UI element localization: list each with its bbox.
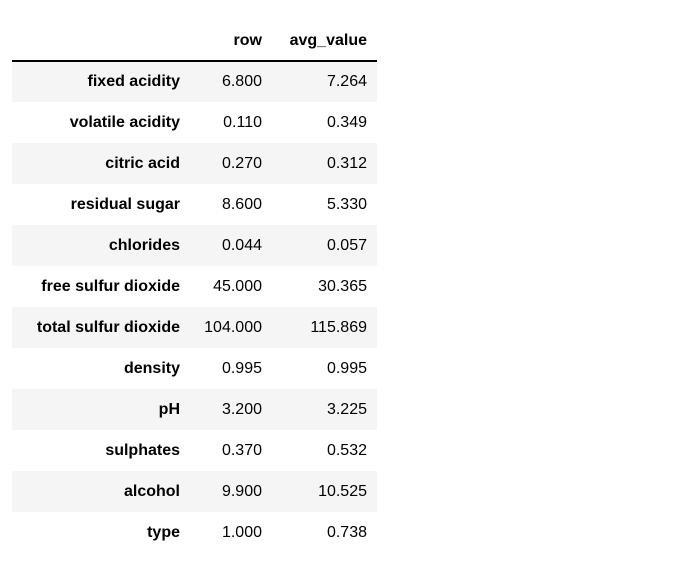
cell-avg-value: 3.225 (326, 400, 367, 418)
cell-avg-value: 0.349 (326, 113, 367, 131)
header-row (12, 22, 377, 61)
cell-avg-value: 115.869 (310, 318, 367, 336)
cell-row-value: 0.270 (221, 154, 262, 172)
cell-row-value: 0.110 (223, 113, 262, 131)
cell-avg-value: 10.525 (318, 482, 367, 500)
cell-avg-value: 5.330 (326, 195, 367, 213)
cell-avg-value: 7.264 (326, 73, 367, 90)
column-header-row: row (190, 22, 272, 61)
row-label: citric acid (105, 154, 180, 172)
table-row (12, 61, 377, 102)
cell-row-value: 0.995 (221, 359, 262, 377)
table-row (12, 184, 377, 225)
row-label: free sulfur dioxide (41, 277, 180, 295)
cell-avg-value: 0.312 (326, 154, 367, 172)
row-label: residual sugar (70, 195, 180, 213)
row-label: alcohol (123, 482, 180, 500)
row-label: type (147, 523, 180, 541)
cell-row-value: 0.044 (221, 236, 262, 254)
table-row (12, 348, 377, 389)
table-row (12, 143, 377, 184)
cell-avg-value: 0.995 (326, 359, 367, 377)
cell-avg-value: 30.365 (318, 277, 367, 295)
table-row (12, 266, 377, 307)
cell-row-value: 8.600 (221, 195, 262, 213)
column-header-index (12, 22, 190, 61)
cell-row-value: 45.000 (213, 277, 262, 295)
dataframe-table (12, 22, 377, 553)
cell-avg-value: 0.532 (326, 441, 367, 459)
table-row (12, 471, 377, 512)
table-row (12, 512, 377, 553)
cell-row-value: 1.000 (221, 523, 262, 541)
column-header-avg-value: avg_value (272, 22, 377, 61)
cell-row-value: 104.000 (204, 318, 262, 336)
row-label: chlorides (108, 236, 180, 254)
cell-avg-value: 0.057 (326, 236, 367, 254)
cell-row-value: 0.370 (221, 441, 262, 459)
row-label: pH (158, 400, 180, 418)
table-row (12, 102, 377, 143)
table-row (12, 307, 377, 348)
table-body (12, 61, 377, 553)
cell-row-value: 6.800 (221, 73, 262, 90)
table-row (12, 225, 377, 266)
table-row (12, 389, 377, 430)
row-label: fixed acidity (87, 73, 180, 90)
cell-row-value: 9.900 (221, 482, 262, 500)
cell-avg-value: 0.738 (326, 523, 367, 541)
row-label: sulphates (105, 441, 180, 459)
row-label: total sulfur dioxide (36, 318, 180, 336)
row-label: density (123, 359, 180, 377)
table-header (12, 22, 377, 61)
cell-row-value: 3.200 (221, 400, 262, 418)
row-label: volatile acidity (69, 113, 180, 131)
table-row (12, 430, 377, 471)
